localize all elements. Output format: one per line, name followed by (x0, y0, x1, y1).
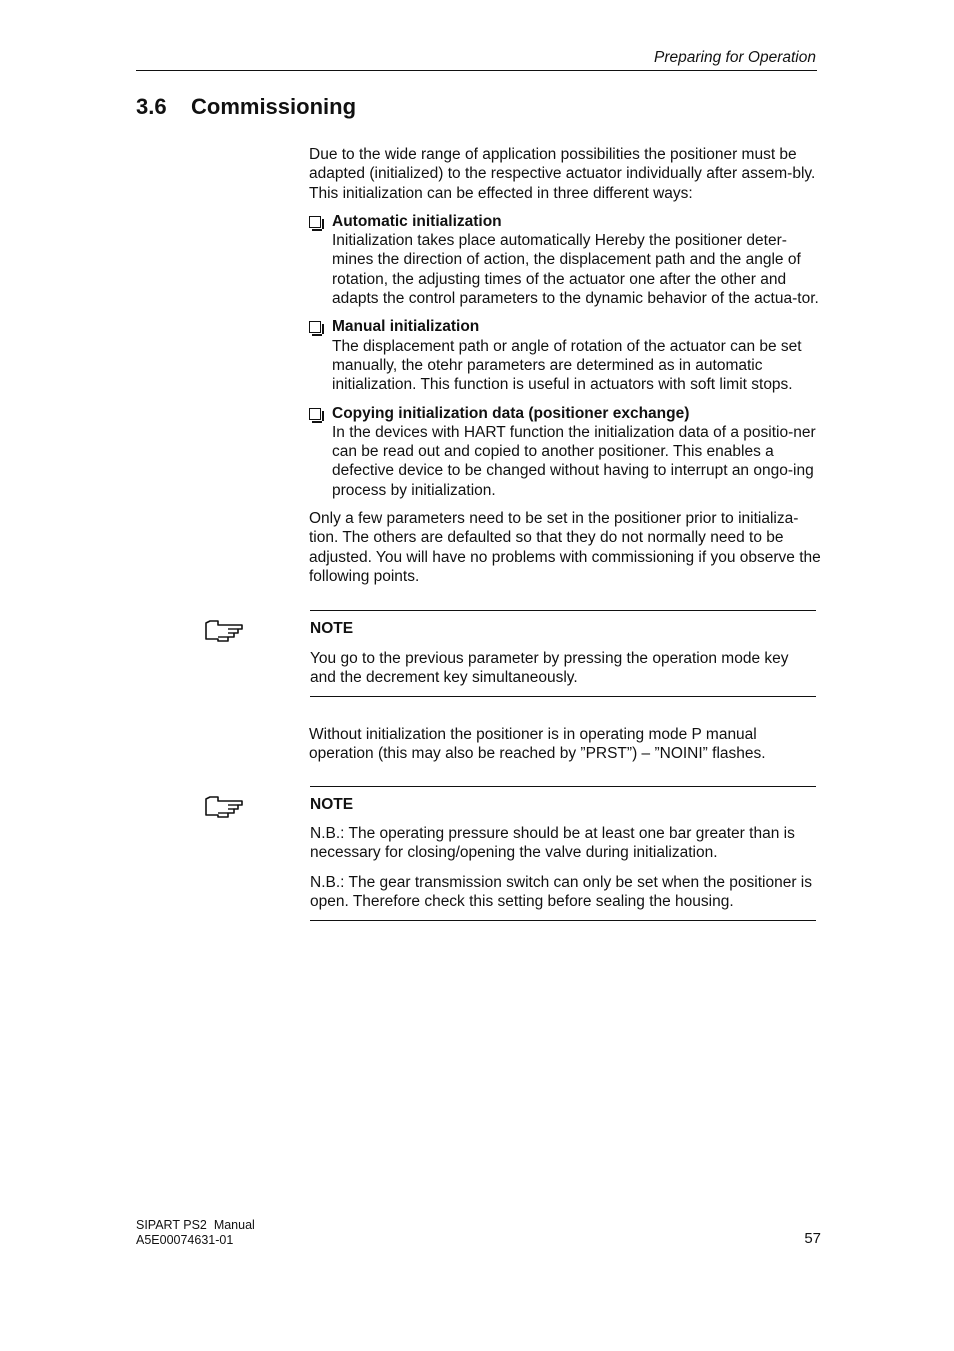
footer-manual-name: SIPART PS2 Manual (136, 1218, 255, 1232)
intro-paragraph: Due to the wide range of application possibilities the positioner must be adapted (initialized) to the respective actuator individually after assem-bly. This initialization can be effected in three different ways: (309, 146, 816, 202)
running-header: Preparing for Operation (654, 49, 816, 66)
note-label: NOTE (310, 795, 354, 813)
note-text: N.B.: The operating pressure should be at least one bar greater than is necessary for closing/opening the valve during initialization. (310, 825, 795, 862)
checkbox-bullet-icon (309, 321, 321, 333)
note-text: You go to the previous parameter by pressing the operation mode key and the decrement key simultaneously. (310, 649, 789, 686)
bullet-text: Initialization takes place automatically Hereby the positioner deter-mines the direction of action, the displacement path and the angle of rotation, the adjusting times of the actuator one after the other and adapts the control parameters to the dynamic behavior of the actua-tor. (332, 232, 819, 308)
bullet-text: The displacement path or angle of rotation of the actuator can be set manually, the otehr parameters are determined as in automatic initialization. This function is useful in actuators with soft limit stops. (332, 337, 802, 394)
section-title: Commissioning (191, 94, 357, 119)
footer-manual-info (136, 1218, 255, 1248)
pointing-hand-icon (204, 619, 244, 643)
section-heading (136, 93, 356, 121)
section-number: 3.6 (136, 94, 167, 119)
main-content (309, 145, 821, 921)
without-initialization-paragraph: Without initialization the positioner is in operating mode P manual operation (this may also be reached by ”PRST”) – ”NOINI” flashes. (309, 726, 766, 763)
pointing-hand-icon (204, 795, 244, 819)
bullet-title: Manual initialization (332, 318, 480, 336)
bullet-automatic-initialization (309, 212, 821, 308)
note-label: NOTE (310, 620, 354, 638)
parameters-paragraph: Only a few parameters need to be set in the positioner prior to initializa-tion. The others are defaulted so that they do not normally need to be adjusted. You will have no problems with commissioning if you observe the following points. (309, 510, 821, 585)
bullet-title: Automatic initialization (332, 212, 502, 230)
note-text: N.B.: The gear transmission switch can only be set when the positioner is open. Therefore check this setting before sealing the housing. (310, 873, 812, 910)
checkbox-bullet-icon (309, 216, 321, 228)
note-block-2 (310, 786, 816, 921)
checkbox-bullet-icon (309, 408, 321, 420)
bullet-title: Copying initialization data (positioner exchange) (332, 404, 690, 422)
note-block-1 (310, 610, 816, 697)
bullet-text: In the devices with HART function the initialization data of a positio-ner can be read out and copied to another positioner. This enables a defective device to be changed without having to interrupt an ongo-ing process by initialization. (332, 423, 816, 499)
footer-order-number: A5E00074631-01 (136, 1233, 234, 1247)
bullet-copying-initialization-data (309, 404, 821, 500)
bullet-manual-initialization (309, 317, 821, 394)
header-rule (136, 70, 817, 71)
page-number: 57 (804, 1230, 821, 1247)
